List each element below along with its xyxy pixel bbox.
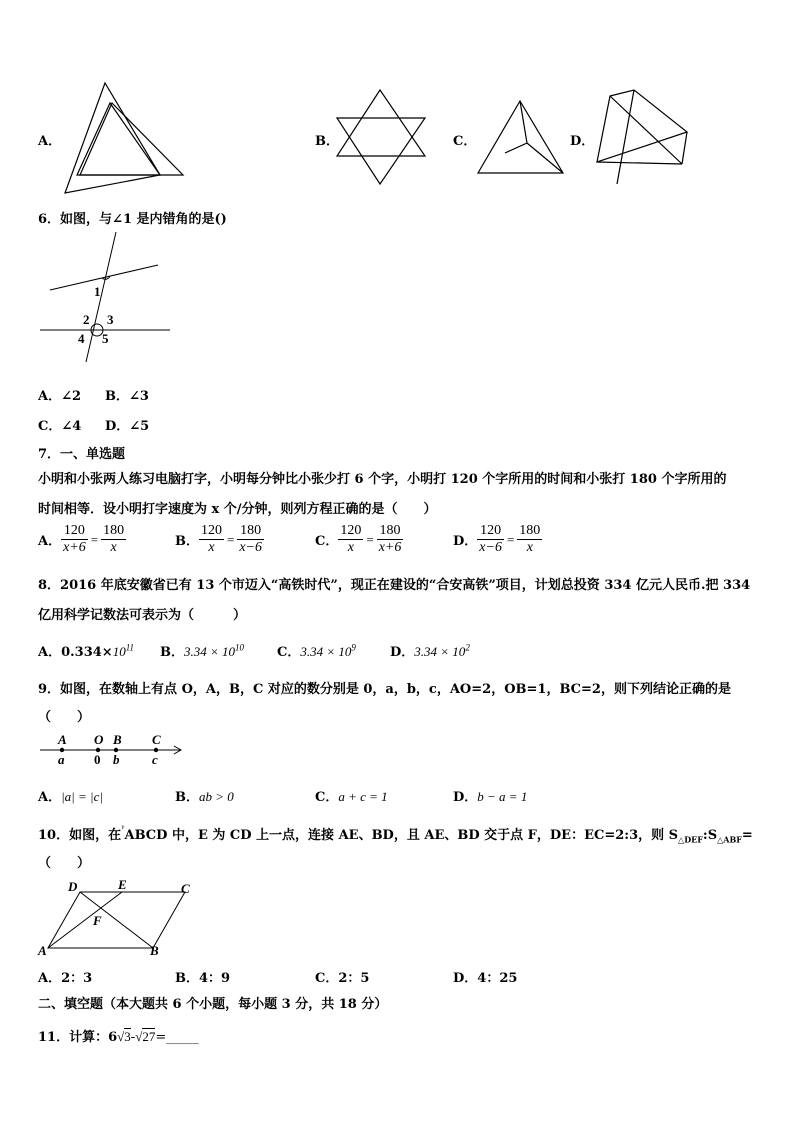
q5-figure-a: [60, 78, 190, 198]
q9-option-c: C．a + c = 1: [315, 789, 388, 805]
q10-label-B: B: [150, 943, 159, 958]
q10-option-d: D．4：25: [453, 971, 518, 986]
q7-option-b: B． $\frac{120}{x}$ = $\frac{180}{x-6}$: [175, 523, 263, 555]
q10-option-a: A．2：3: [38, 971, 93, 986]
q6-option-d: D．∠5: [105, 419, 150, 434]
q7-section: 7．一、单选题: [38, 447, 126, 462]
q10-label-F: F: [93, 913, 102, 928]
q7-option-c: C． $\frac{120}{x}$ = $\frac{180}{x+6}$: [315, 523, 402, 555]
q6-label-2: 2: [83, 312, 90, 327]
q6-label-4: 4: [78, 331, 85, 346]
q5-option-a-label: A．: [38, 134, 62, 149]
q9-label-C: C: [152, 732, 161, 747]
q6-stem: 6．如图，与∠1 是内错角的是(): [38, 212, 227, 227]
q10-line1: 10．如图，在$^ᵞ$ABCD 中，E 为 CD 上一点，连接 AE、BD，且 AE、BD 交于点 F，DE：EC=2:3，则 $S_{\triangle DEF}:S_{\triangle ABF}=$: [38, 824, 753, 845]
q9-value-0: 0: [94, 752, 101, 767]
q9-value-c: c: [152, 752, 158, 767]
q9-option-b: B．ab > 0: [175, 789, 234, 805]
q6-option-b: B．∠3: [105, 389, 149, 404]
q10-line2: （ ）: [38, 856, 91, 871]
q8-option-b: B．$3.34 \times 10^{10}$: [160, 642, 245, 660]
q8-option-d: D．$3.34 \times 10^2$: [390, 642, 470, 660]
q6-label-3: 3: [107, 312, 114, 327]
q8-option-a: A．$0.334\times 10^{11}$: [38, 642, 135, 660]
q10-label-D: D: [68, 879, 78, 894]
q9-option-d: D．b − a = 1: [453, 789, 528, 805]
q6-option-a: A．∠2: [38, 389, 82, 404]
q9-value-b: b: [113, 752, 120, 767]
q11: 11．计算：6√3-√27=_____: [38, 1029, 199, 1045]
q8-option-c: C．$3.34 \times 10^9$: [277, 642, 356, 660]
q9-number-line: [38, 732, 188, 770]
q10-label-A: A: [38, 943, 47, 958]
q5-option-d-label: D．: [570, 134, 595, 149]
q10-label-E: E: [118, 877, 127, 892]
q6-figure: [38, 232, 178, 367]
q8-line2: 亿用科学记数法可表示为（ ）: [38, 608, 247, 623]
q6-option-c: C．∠4: [38, 419, 82, 434]
q6-label-5: 5: [102, 331, 109, 346]
q9-label-B: B: [113, 732, 122, 747]
section2-heading: 二、填空题（本大题共 6 个小题，每小题 3 分，共 18 分）: [38, 997, 388, 1012]
q9-option-a: A．|a| = |c|: [38, 789, 103, 805]
q7-line1: 小明和小张两人练习电脑打字，小明每分钟比小张少打 6 个字，小明打 120 个字所用的时间和小张打 180 个字所用的: [38, 472, 727, 487]
q9-label-O: O: [94, 732, 104, 747]
q5-figure-d: [592, 88, 692, 188]
q7-line2: 时间相等．设小明打字速度为 x 个/分钟，则列方程正确的是（ ）: [38, 502, 437, 517]
q10-option-b: B．4：9: [175, 971, 231, 986]
q8-line1: 8．2016 年底安徽省已有 13 个市迈入“高铁时代”，现正在建设的“合安高铁”项目，计划总投资 334 亿元人民币.把 334: [38, 578, 751, 593]
q9-label-A: A: [58, 732, 67, 747]
q10-option-c: C．2：5: [315, 971, 370, 986]
q7-option-d: D． $\frac{120}{x-6}$ = $\frac{180}{x}$: [453, 523, 541, 555]
q9-line1: 9．如图，在数轴上有点 O，A，B，C 对应的数分别是 0，a，b，c，AO=2，OB=1，BC=2，则下列结论正确的是: [38, 682, 731, 697]
q5-figure-b: [335, 88, 435, 188]
q9-line2: （ ）: [38, 710, 91, 725]
q5-option-b-label: B．: [315, 134, 339, 149]
q9-value-a: a: [58, 752, 65, 767]
q5-option-c-label: C．: [453, 134, 477, 149]
q5-figure-c: [475, 98, 570, 178]
q6-label-1: 1: [94, 284, 101, 299]
q10-label-C: C: [181, 881, 190, 896]
q10-parallelogram-figure: [38, 878, 198, 960]
q7-option-a: A． $\frac{120}{x+6}$ = $\frac{180}{x}$: [38, 523, 125, 555]
